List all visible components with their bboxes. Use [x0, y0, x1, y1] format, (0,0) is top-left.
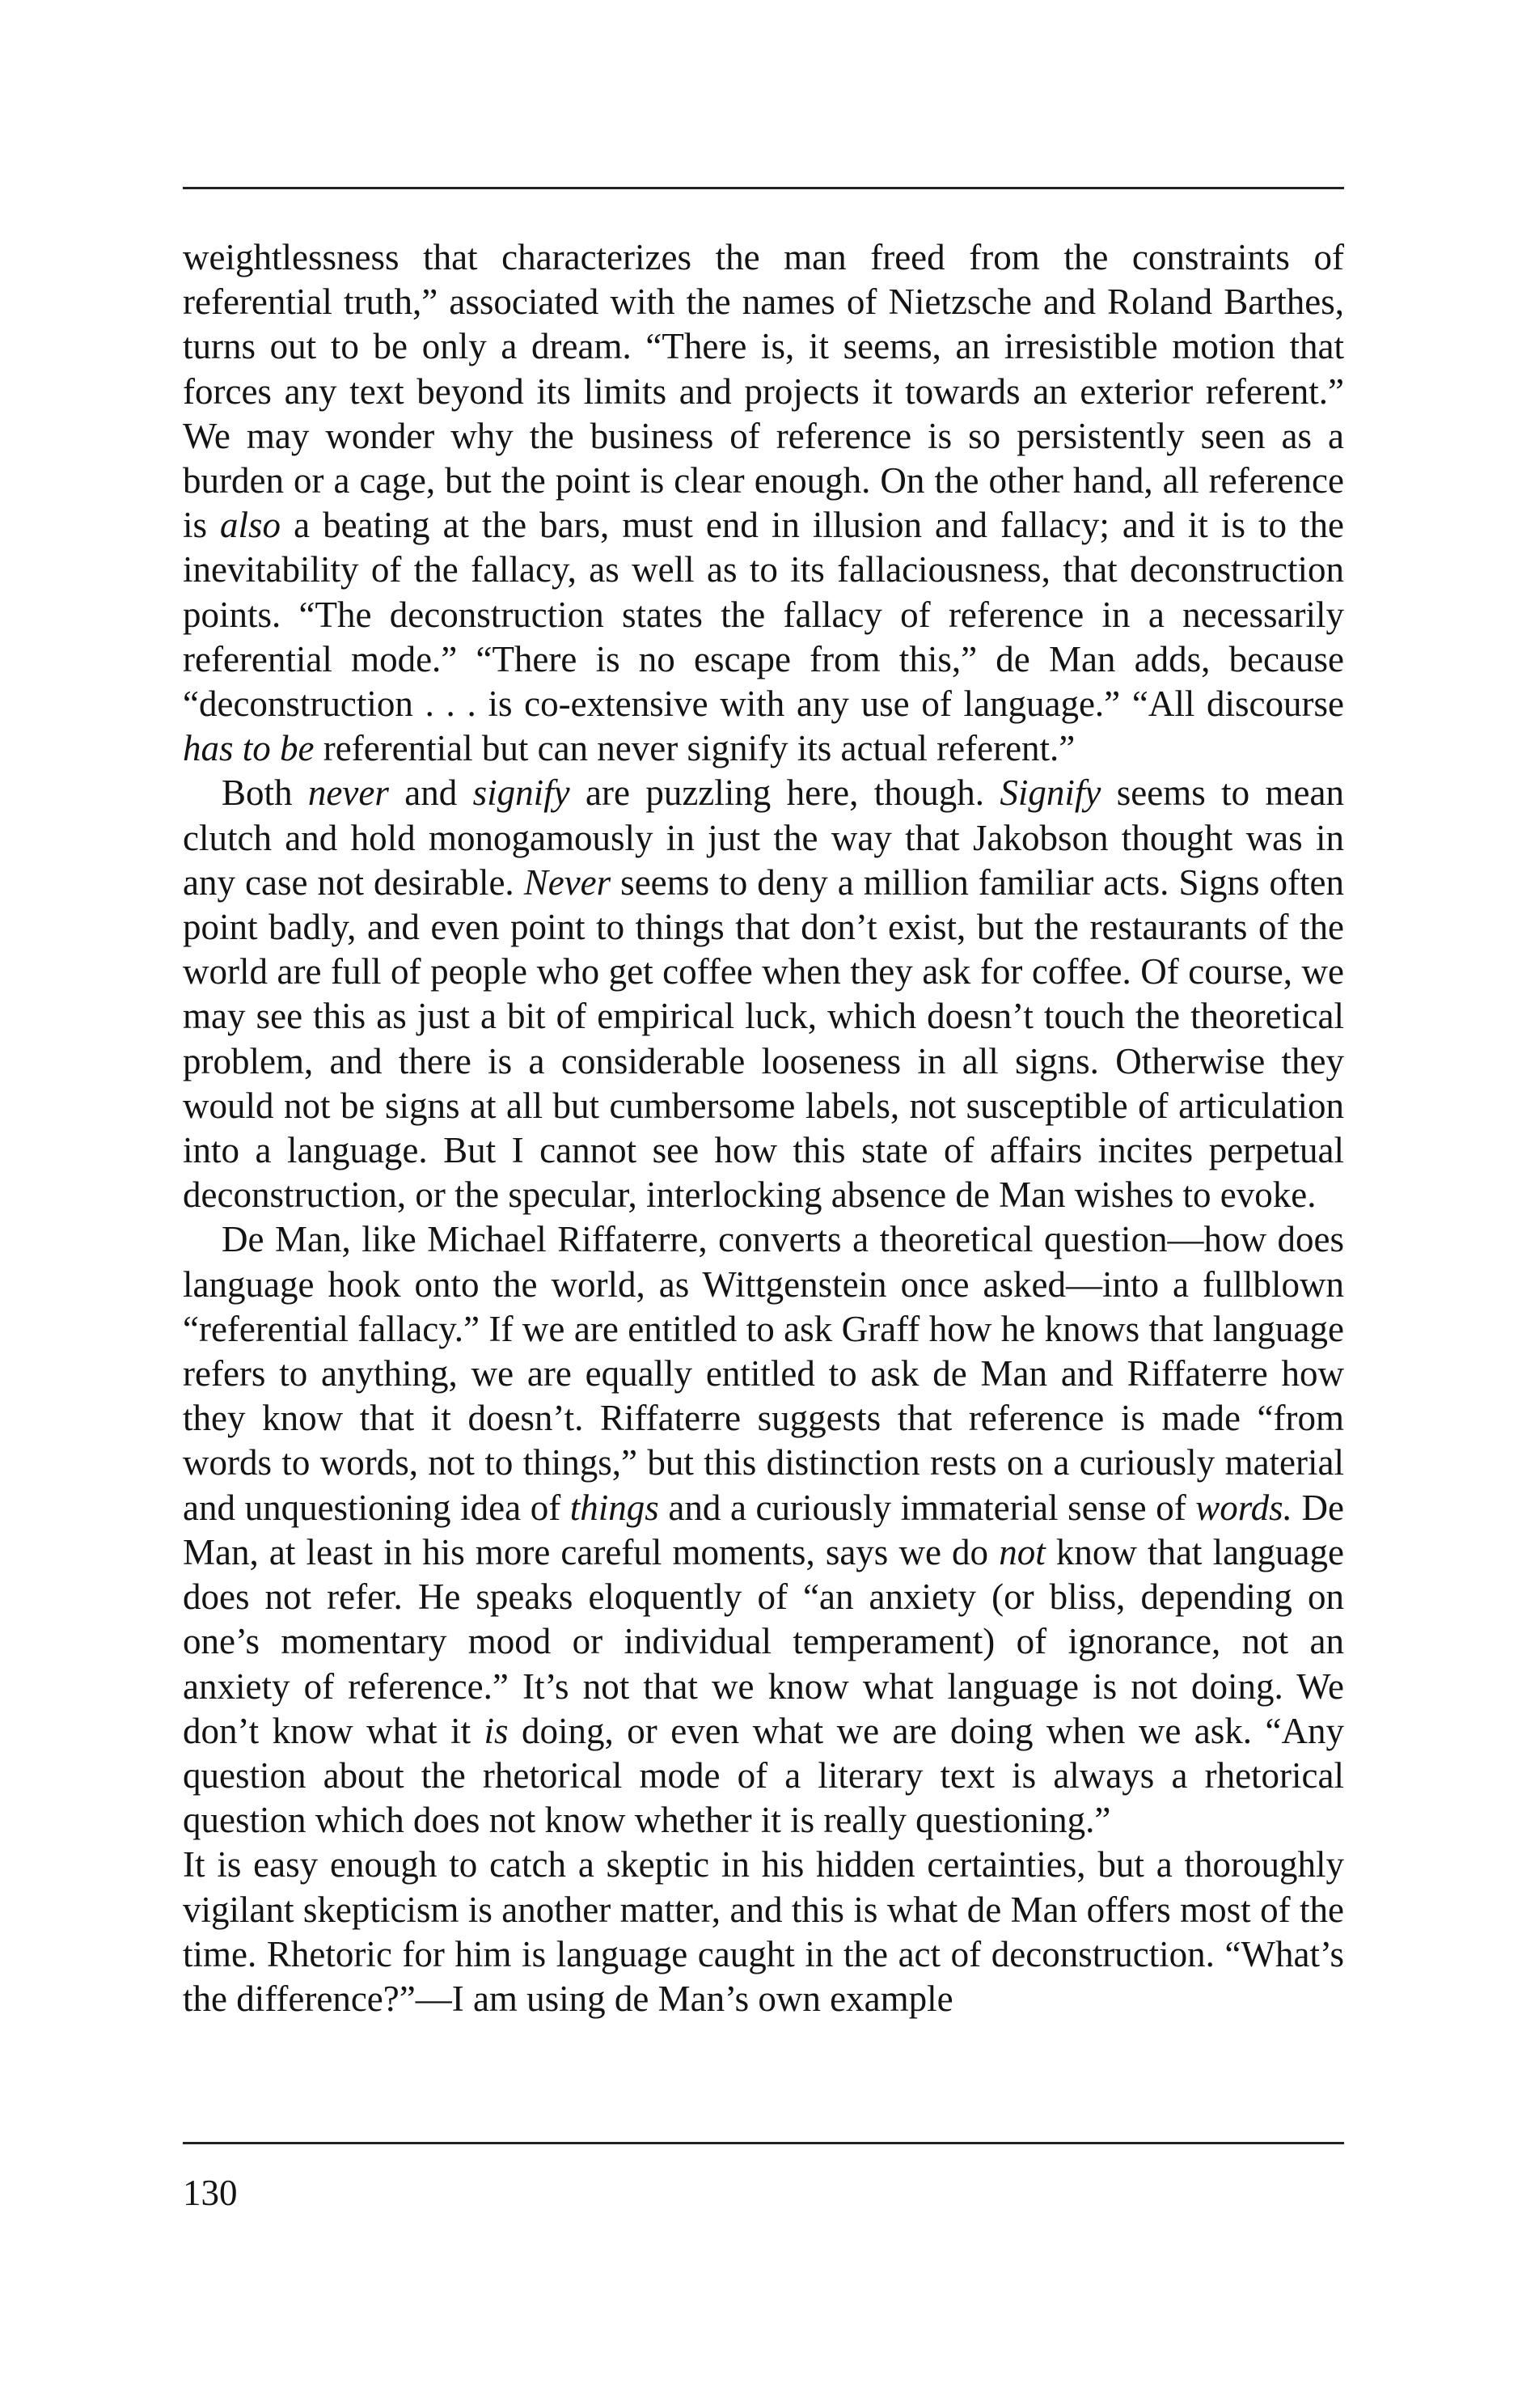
top-rule — [183, 187, 1344, 189]
italic-text: Signify — [1000, 772, 1101, 814]
italic-text: has to be — [183, 728, 315, 769]
page-number: 130 — [183, 2173, 238, 2213]
text-run: doing, or even what we are doing when we ask. “Any question about the rhetorical mode of a literary text is always a rhetorical question which does not know whether it is really questioning.” — [183, 1710, 1344, 1841]
italic-text: words. — [1195, 1487, 1292, 1528]
bottom-rule — [183, 2142, 1344, 2144]
italic-text: also — [220, 505, 281, 546]
paragraph-1 — [183, 235, 1344, 771]
text-run: and — [388, 772, 473, 814]
italic-text: Never — [523, 861, 611, 903]
italic-text: never — [307, 772, 389, 814]
text-run: It is easy enough to catch a skeptic in his hidden certainties, but a thoroughly vigilant skepticism is another matter, and this is what de Man offers most of the time. Rhetoric for him is language caught in the act of deconstruction. “What’s the difference?”—I am using de Man’s own example — [183, 1844, 1344, 2019]
text-run: know that language does not refer. He speaks eloquently of “an anxiety (or bliss, depending on one’s momentary mood or individual temperament) of ignorance, not an anxiety of reference.” It’s not that we know what language is not doing. We don’t know what it — [183, 1531, 1344, 1751]
text-run: referential but can never signify its actual referent.” — [314, 728, 1076, 769]
body-text — [183, 235, 1344, 2021]
paragraph-2 — [183, 771, 1344, 1217]
paragraph-4 — [183, 1843, 1344, 2021]
italic-text: things — [569, 1487, 659, 1528]
text-run: seems to mean clutch and hold monogamously in just the way that Jakobson thought was in any case not desirable. — [183, 772, 1344, 903]
text-run: a beating at the bars, must end in illusion and fallacy; and it is to the inevitability of the fallacy, as well as to its fallaciousness, that deconstruction points. “The deconstruction states the fallacy of reference in a necessarily referential mode.” “There is no escape from this,” de Man adds, because “deconstruction . . . is co-extensive with any use of language.” “All discourse — [183, 505, 1344, 725]
text-run: Both — [222, 772, 308, 814]
italic-text: not — [999, 1531, 1046, 1572]
text-run: seems to deny a million familiar acts. Signs often point badly, and even point to things that don’t exist, but the restaurants of the world are full of people who get coffee when they ask for coffee. Of course, we may see this as just a bit of empirical luck, which doesn’t touch the theoretical problem, and there is a considerable looseness in all signs. Otherwise they would not be signs at all but cumbersome labels, not susceptible of articulation into a language. But I cannot see how this state of affairs incites perpetual deconstruction, or the specular, interlocking absence de Man wishes to evoke. — [183, 861, 1344, 1216]
text-run: are puzzling here, though. — [569, 772, 1000, 814]
italic-text: is — [484, 1710, 509, 1751]
italic-text: signify — [472, 772, 570, 814]
text-run: weightlessness that characterizes the man freed from the constraints of referential truth,” associated with the names of Nietzsche and Roland Barthes, turns out to be only a dream. “There is, it seems, an irresistible motion that forces any text beyond its limits and projects it towards an exterior referent.” We may wonder why the business of reference is so persistently seen as a burden or a cage, but the point is clear enough. On the other hand, all reference is — [183, 237, 1344, 546]
paragraph-3 — [183, 1217, 1344, 1843]
text-run: and a curiously immaterial sense of — [658, 1487, 1196, 1528]
text-run: De Man, at least in his more careful moments, says we do — [183, 1487, 1344, 1572]
text-run: De Man, like Michael Riffaterre, converts a theoretical question—how does language hook onto the world, as Wittgenstein once asked—into a fullblown “referential fallacy.” If we are entitled to ask Graff how he knows that language refers to anything, we are equally entitled to ask de Man and Riffaterre how they know that it doesn’t. Riffaterre suggests that reference is made “from words to words, not to things,” but this distinction rests on a curiously material and unquestioning idea of — [183, 1219, 1344, 1528]
